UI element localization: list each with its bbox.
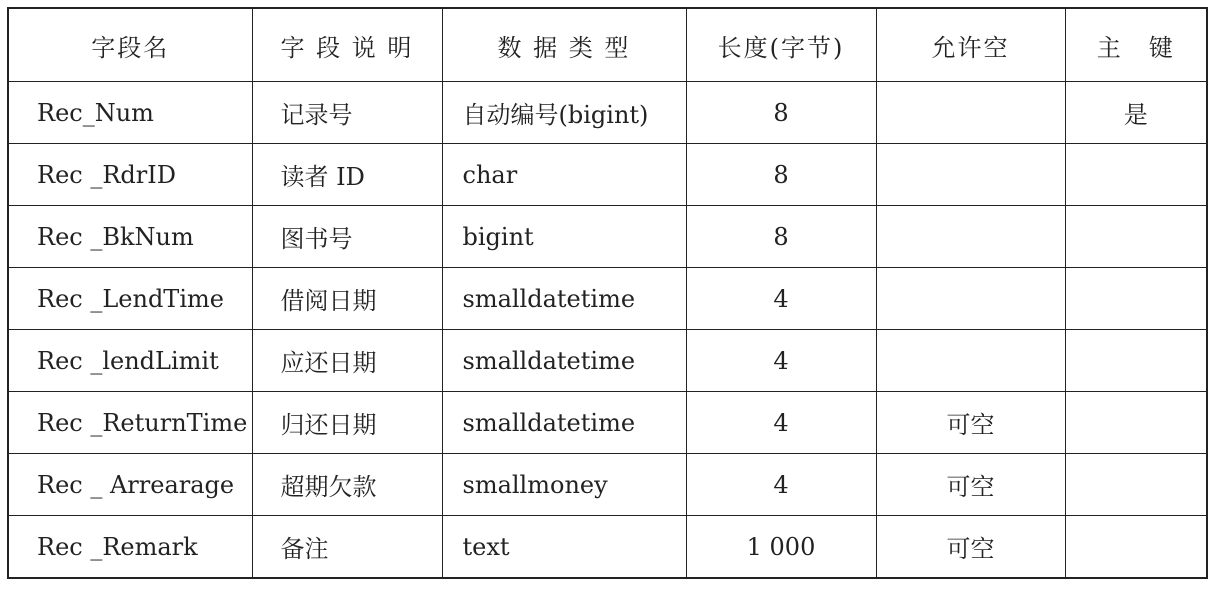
table-row bbox=[8, 454, 1207, 516]
header-data-type: 数 据 类 型 bbox=[442, 8, 686, 82]
cell-data-type: smalldatetime bbox=[442, 392, 686, 454]
cell-data-type: bigint bbox=[442, 206, 686, 268]
cell-description: 超期欠款 bbox=[252, 454, 442, 516]
cell-length: 4 bbox=[686, 268, 876, 330]
table-header bbox=[8, 8, 1207, 82]
cell-field-name: Rec _lendLimit bbox=[8, 330, 252, 392]
cell-nullable bbox=[876, 144, 1065, 206]
cell-nullable: 可空 bbox=[876, 392, 1065, 454]
cell-description: 读者 ID bbox=[252, 144, 442, 206]
table-row bbox=[8, 516, 1207, 579]
cell-primary-key bbox=[1065, 206, 1207, 268]
field-definition-table bbox=[7, 7, 1208, 579]
cell-description: 记录号 bbox=[252, 82, 442, 144]
header-length-bytes: 长度(字节) bbox=[686, 8, 876, 82]
cell-field-name: Rec _LendTime bbox=[8, 268, 252, 330]
cell-nullable: 可空 bbox=[876, 516, 1065, 579]
cell-data-type: text bbox=[442, 516, 686, 579]
cell-primary-key bbox=[1065, 268, 1207, 330]
cell-primary-key bbox=[1065, 392, 1207, 454]
cell-description: 图书号 bbox=[252, 206, 442, 268]
table-row bbox=[8, 82, 1207, 144]
table-row bbox=[8, 392, 1207, 454]
cell-length: 8 bbox=[686, 206, 876, 268]
cell-nullable bbox=[876, 206, 1065, 268]
cell-primary-key bbox=[1065, 516, 1207, 579]
table-row bbox=[8, 268, 1207, 330]
table-container bbox=[7, 7, 1208, 579]
table-body bbox=[8, 82, 1207, 579]
cell-length: 8 bbox=[686, 82, 876, 144]
cell-nullable: 可空 bbox=[876, 454, 1065, 516]
cell-data-type: smalldatetime bbox=[442, 268, 686, 330]
cell-primary-key: 是 bbox=[1065, 82, 1207, 144]
cell-nullable bbox=[876, 268, 1065, 330]
cell-length: 4 bbox=[686, 392, 876, 454]
cell-nullable bbox=[876, 330, 1065, 392]
cell-length: 1 000 bbox=[686, 516, 876, 579]
cell-description: 归还日期 bbox=[252, 392, 442, 454]
cell-field-name: Rec _ReturnTime bbox=[8, 392, 252, 454]
table-row bbox=[8, 144, 1207, 206]
cell-data-type: 自动编号(bigint) bbox=[442, 82, 686, 144]
header-row bbox=[8, 8, 1207, 82]
table-row bbox=[8, 330, 1207, 392]
header-field-name: 字段名 bbox=[8, 8, 252, 82]
cell-length: 4 bbox=[686, 330, 876, 392]
cell-field-name: Rec _Remark bbox=[8, 516, 252, 579]
cell-field-name: Rec _RdrID bbox=[8, 144, 252, 206]
cell-description: 借阅日期 bbox=[252, 268, 442, 330]
cell-primary-key bbox=[1065, 454, 1207, 516]
cell-primary-key bbox=[1065, 144, 1207, 206]
cell-primary-key bbox=[1065, 330, 1207, 392]
cell-length: 4 bbox=[686, 454, 876, 516]
table-row bbox=[8, 206, 1207, 268]
cell-data-type: smallmoney bbox=[442, 454, 686, 516]
cell-field-name: Rec _BkNum bbox=[8, 206, 252, 268]
cell-length: 8 bbox=[686, 144, 876, 206]
cell-description: 应还日期 bbox=[252, 330, 442, 392]
cell-data-type: char bbox=[442, 144, 686, 206]
header-nullable: 允许空 bbox=[876, 8, 1065, 82]
cell-data-type: smalldatetime bbox=[442, 330, 686, 392]
cell-description: 备注 bbox=[252, 516, 442, 579]
cell-nullable bbox=[876, 82, 1065, 144]
header-primary-key: 主 键 bbox=[1065, 8, 1207, 82]
cell-field-name: Rec _ Arrearage bbox=[8, 454, 252, 516]
cell-field-name: Rec_Num bbox=[8, 82, 252, 144]
header-field-description: 字 段 说 明 bbox=[252, 8, 442, 82]
